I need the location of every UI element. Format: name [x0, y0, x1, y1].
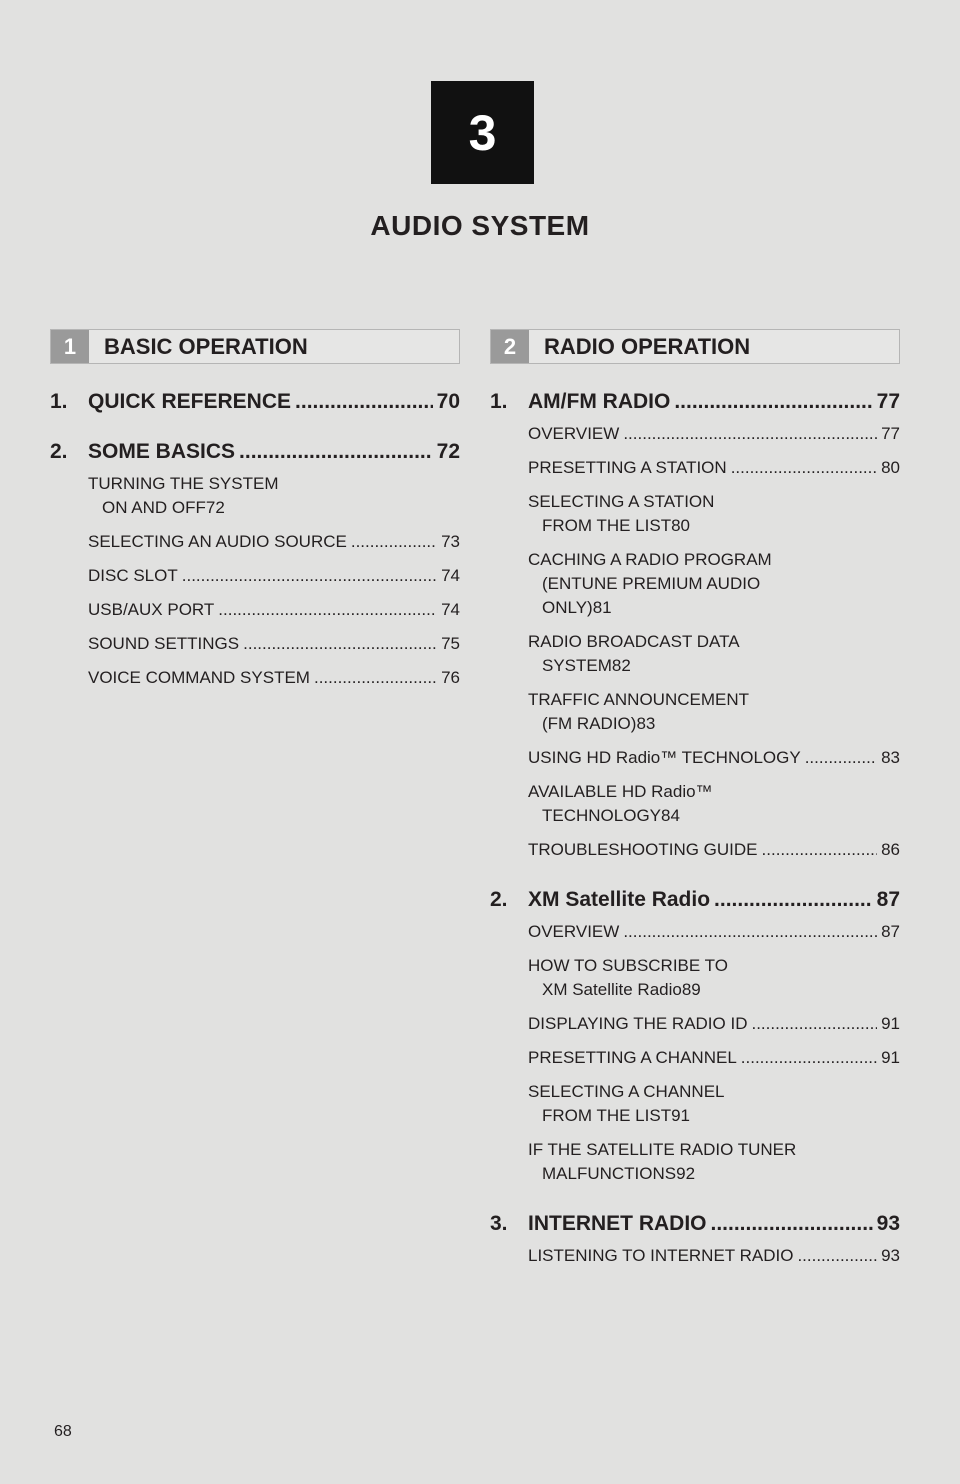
toc-sub-title: CACHING A RADIO PROGRAM [528, 550, 772, 569]
toc-sub-page: 80 [671, 516, 691, 535]
dot-leader [741, 1046, 877, 1070]
toc-sub-entry[interactable] [50, 598, 460, 622]
dot-leader [751, 1012, 877, 1036]
toc-sub-title-continued [528, 712, 900, 736]
toc-sub-title: RADIO BROADCAST DATA [528, 632, 740, 651]
toc-sub-page: 83 [881, 748, 900, 767]
toc-entry-title: XM Satellite Radio [528, 888, 711, 911]
toc-sub-page: 84 [661, 806, 680, 825]
toc-sub-page: 82 [611, 656, 631, 675]
dot-leader [714, 888, 873, 912]
dot-leader [711, 1212, 873, 1236]
dot-leader [351, 530, 437, 554]
toc-entry-page: 87 [876, 888, 900, 911]
dot-leader [295, 390, 433, 414]
toc-entry-title: INTERNET RADIO [528, 1212, 707, 1235]
dot-leader [623, 920, 877, 944]
toc-sub-entry[interactable] [490, 954, 900, 1002]
toc-entry-number: 3. [490, 1212, 508, 1235]
toc-sub-title: OVERVIEW [528, 922, 620, 941]
dot-leader [731, 456, 877, 480]
toc-sub-entry[interactable] [490, 780, 900, 828]
toc-sub-title-line: XM Satellite Radio [542, 980, 682, 999]
toc-sub-page: 77 [881, 424, 900, 443]
toc-sub-entry[interactable] [490, 422, 900, 446]
toc-sub-title: AVAILABLE HD Radio™ [528, 782, 713, 801]
dot-leader [314, 666, 437, 690]
toc-sub-page: 91 [881, 1048, 900, 1067]
toc-sub-title: HOW TO SUBSCRIBE TO [528, 956, 728, 975]
toc-sub-title: PRESETTING A STATION [528, 458, 727, 477]
toc-entry-page: 93 [876, 1212, 900, 1235]
toc-sub-page: 91 [881, 1014, 900, 1033]
toc-sub-title: SELECTING A STATION [528, 492, 715, 511]
toc-sub-page: 87 [881, 922, 900, 941]
toc-sub-entry[interactable] [490, 1046, 900, 1070]
toc-chapter-entry[interactable] [490, 390, 900, 414]
toc-sub-page: 91 [671, 1106, 691, 1125]
toc-sub-title-line: TECHNOLOGY [542, 806, 662, 825]
toc-sub-entry[interactable] [490, 920, 900, 944]
dot-leader [623, 422, 877, 446]
chapter-number-badge [431, 81, 534, 184]
toc-sub-title: USB/AUX PORT [88, 600, 215, 619]
toc-sub-title: DISPLAYING THE RADIO ID [528, 1014, 748, 1033]
toc-sub-title-continued [528, 804, 900, 828]
toc-sub-entry[interactable] [490, 548, 900, 620]
toc-sub-title: DISC SLOT [88, 566, 178, 585]
chapter-title: AUDIO SYSTEM [370, 210, 590, 241]
toc-sub-title-continued [528, 654, 900, 678]
toc-sub-title-continued [528, 978, 900, 1002]
toc-column-left [50, 329, 460, 690]
toc-sub-entry[interactable] [490, 746, 900, 770]
toc-sub-page: 92 [676, 1164, 696, 1183]
section-header-radio-operation [490, 329, 900, 364]
dot-leader [218, 598, 437, 622]
toc-list [490, 390, 900, 1268]
toc-chapter-entry[interactable] [490, 888, 900, 912]
toc-sub-page: 76 [441, 668, 460, 687]
toc-sub-title: TROUBLESHOOTING GUIDE [528, 840, 758, 859]
toc-sub-page: 74 [441, 566, 460, 585]
dot-leader [239, 440, 433, 464]
chapter-number: 3 [468, 104, 497, 161]
toc-entry-number: 2. [490, 888, 508, 911]
toc-entry-title: AM/FM RADIO [528, 390, 671, 413]
toc-sub-entry[interactable] [50, 666, 460, 690]
toc-sub-title-line: ON AND OFF [102, 498, 206, 517]
toc-sub-entry[interactable] [490, 1244, 900, 1268]
toc-sub-entry[interactable] [490, 630, 900, 678]
dot-leader [762, 838, 878, 862]
toc-sub-entry[interactable] [490, 688, 900, 736]
section-header-basic-operation [50, 329, 460, 364]
toc-sub-entry[interactable] [490, 838, 900, 862]
toc-sub-entry[interactable] [490, 490, 900, 538]
page-number: 68 [54, 1423, 72, 1440]
toc-sub-title-continued [528, 1162, 900, 1186]
dot-leader [674, 390, 872, 414]
section-title: RADIO OPERATION [544, 333, 751, 359]
toc-sub-title: PRESETTING A CHANNEL [528, 1048, 737, 1067]
toc-sub-title: USING HD Radio™ TECHNOLOGY [528, 748, 801, 767]
toc-sub-entry[interactable] [490, 1080, 900, 1128]
toc-entry-number: 2. [50, 440, 68, 463]
toc-sub-title-line: (ENTUNE PREMIUM AUDIO [542, 574, 761, 593]
toc-sub-title-continued [528, 514, 900, 538]
toc-entry-page: 77 [876, 390, 900, 413]
toc-sub-title: OVERVIEW [528, 424, 620, 443]
toc-entry-title: SOME BASICS [88, 440, 236, 463]
toc-sub-title: TURNING THE SYSTEM [88, 474, 279, 493]
section-number: 1 [51, 330, 89, 363]
toc-sub-page: 73 [441, 532, 460, 551]
toc-sub-entry[interactable] [50, 564, 460, 588]
dot-leader [243, 632, 437, 656]
toc-sub-title: LISTENING TO INTERNET RADIO [528, 1246, 794, 1265]
toc-chapter-entry[interactable] [50, 440, 460, 464]
toc-sub-title-continued [88, 496, 460, 520]
toc-sub-entry[interactable] [490, 456, 900, 480]
toc-sub-page: 80 [881, 458, 900, 477]
toc-sub-title-continued [528, 572, 900, 596]
dot-leader [182, 564, 437, 588]
dot-leader [805, 746, 877, 770]
toc-chapter-entry[interactable] [50, 390, 460, 414]
toc-sub-entry[interactable] [50, 632, 460, 656]
toc-sub-title-line: FROM THE LIST [542, 1106, 672, 1125]
toc-entry-title: QUICK REFERENCE [88, 390, 292, 413]
toc-sub-entry[interactable] [490, 1012, 900, 1036]
toc-sub-page: 72 [205, 498, 225, 517]
toc-sub-title-continued [528, 596, 900, 620]
toc-entry-page: 72 [436, 440, 460, 463]
toc-sub-title-line: (FM RADIO) [542, 714, 637, 733]
toc-sub-entry[interactable] [50, 472, 460, 520]
toc-sub-title: SOUND SETTINGS [88, 634, 240, 653]
toc-sub-title-line: SYSTEM [542, 656, 612, 675]
toc-sub-page: 89 [681, 980, 701, 999]
toc-sub-entry[interactable] [490, 1138, 900, 1186]
toc-sub-title-line: ONLY) [542, 598, 593, 617]
toc-sub-title: SELECTING A CHANNEL [528, 1082, 725, 1101]
toc-sub-title: IF THE SATELLITE RADIO TUNER [528, 1140, 797, 1159]
toc-chapter-entry[interactable] [490, 1212, 900, 1236]
toc-sub-page: 86 [881, 840, 900, 859]
toc-sub-title-line: FROM THE LIST [542, 516, 672, 535]
toc-sub-page: 93 [881, 1246, 900, 1265]
toc-sub-title-continued [528, 1104, 900, 1128]
toc-entry-number: 1. [490, 390, 508, 413]
section-number: 2 [491, 330, 529, 363]
toc-sub-page: 81 [592, 598, 612, 617]
toc-sub-title: TRAFFIC ANNOUNCEMENT [528, 690, 749, 709]
toc-sub-page: 75 [441, 634, 460, 653]
section-title: BASIC OPERATION [104, 333, 308, 359]
dot-leader [797, 1244, 877, 1268]
toc-entry-number: 1. [50, 390, 68, 413]
toc-sub-page: 83 [636, 714, 656, 733]
toc-column-right [490, 329, 900, 1268]
toc-sub-title: SELECTING AN AUDIO SOURCE [88, 532, 347, 551]
toc-list [50, 390, 460, 690]
toc-sub-title-line: MALFUNCTIONS [542, 1164, 677, 1183]
toc-sub-title: VOICE COMMAND SYSTEM [88, 668, 310, 687]
toc-sub-entry[interactable] [50, 530, 460, 554]
toc-entry-page: 70 [436, 390, 460, 413]
toc-sub-page: 74 [441, 600, 460, 619]
